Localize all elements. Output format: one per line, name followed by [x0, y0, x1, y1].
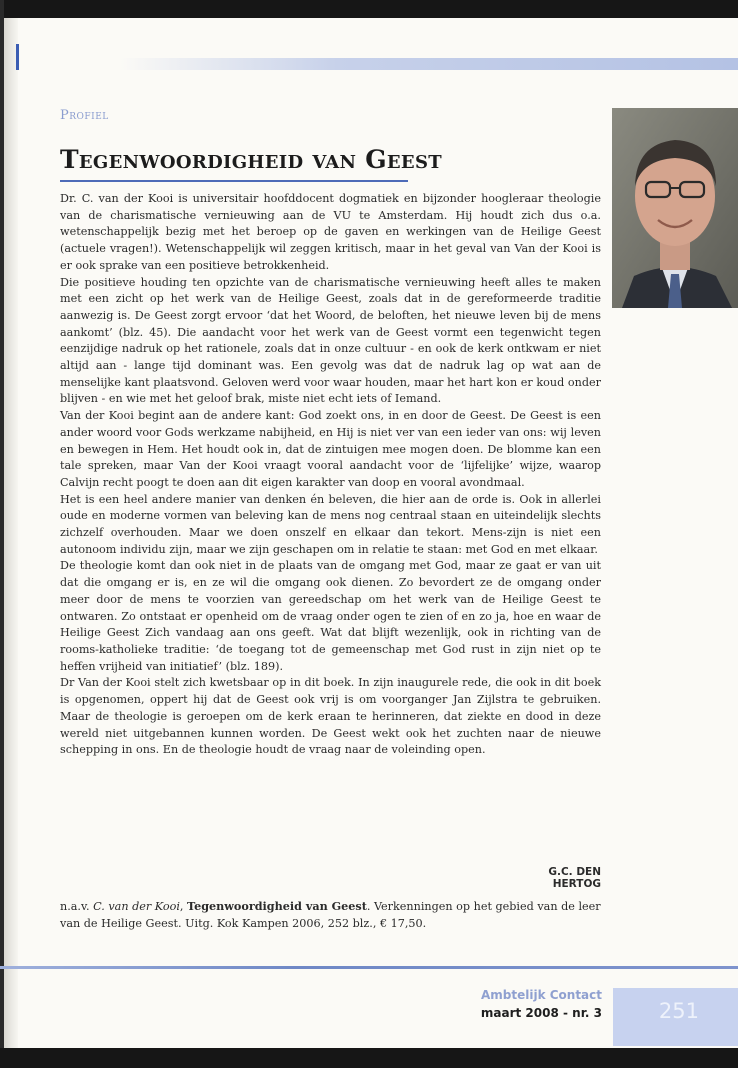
- portrait-icon: [612, 108, 738, 308]
- reference-book-author: C. van der Kooi: [93, 900, 180, 913]
- article-title: Tegenwoordigheid van Geest: [60, 145, 442, 174]
- reference-prefix: n.a.v.: [60, 900, 94, 913]
- page-number: 251: [658, 999, 699, 1023]
- scan-border-bottom: [0, 1048, 738, 1068]
- page-spine-shadow: [4, 18, 18, 1048]
- paragraph: Dr Van der Kooi stelt zich kwetsbaar op in dit boek. In zijn inaugurele rede, die ook in dit boek is opgenomen, oppert hij dat de Geest ook vrij is om voorganger Jan Zijlstra te gebruiken. Maar de theologie is geroepen om de kerk eraan te herinneren, dat ziekte en dood in deze wereld niet uitgebannen kunnen worden. De Geest wekt ook het zuchten naar de nieuwe schepping in ons. En de theologie houdt de vraag naar de voleinding open.: [60, 676, 601, 757]
- paragraph: Dr. C. van der Kooi is universitair hoofddocent dogmatiek en bijzonder hoogleraar theologie van de charismatische vernieuwing aan de VU te Amsterdam. Hij houdt zich dus o.a. wetenschappelijk bezig met het beroep op de gaven en werkingen van de Heilige Geest (actuele vragen!). Wetenschappelijk wil zeggen kritisch, maar in het geval van Van der Kooi is er ook sprake van een positieve betrokkenheid.: [60, 192, 601, 272]
- author-portrait-photo: [612, 108, 738, 308]
- journal-name: Ambtelijk Contact: [480, 988, 602, 1002]
- paragraph: Het is een heel andere manier van denken én beleven, die hier aan de orde is. Ook in allerlei oude en moderne vormen van beleving kan de mens nog centraal staan en uiteindelijk slechts zichzelf overhouden. Maar we doen onszelf en elkaar dan tekort. Mens-zijn is niet een autonoom individu zijn, maar we zijn geschapen om in relatie te staan: met God en met elkaar.: [60, 492, 601, 556]
- reference-details: . Verkenningen op het gebied van de leer van de Heilige Geest. Uitg. Kok Kampen 2006, 252 blz., € 17,50.: [60, 900, 601, 930]
- issue-label: maart 2008 - nr. 3: [480, 1006, 602, 1020]
- title-underline: [60, 180, 408, 182]
- paragraph: De theologie komt dan ook niet in de plaats van de omgang met God, maar ze gaat er van uit dat die omgang er is, en ze wil die omgang ook dienen. Zo bevordert ze de omgang onder meer door de mens te voorzien van gereedschap om het werk van de Heilige Geest te ontwaren. Zo ontstaat er openheid om de vraag onder ogen te zien of en zo ja, hoe en waar de Heilige Geest Zich vandaag aan ons geeft. Wat dat blijft wezenlijk, ook in richting van de rooms-katholieke traditie: ‘de toegang tot de gemeenschap met God rust in zijn niet op te heffen vrijheid van initiatief’ (blz. 189).: [60, 559, 601, 673]
- paragraph: Van der Kooi begint aan de andere kant: God zoekt ons, in en door de Geest. De Geest is een ander woord voor Gods werkzame nabijheid, en Hij is niet ver van een ieder van ons: wij leven en bewegen in Hem. Het houdt ook in, dat de zintuigen mee mogen doen. De blomme kan een tale spreken, maar Van der Kooi vraagt vooral aandacht voor de ‘lijfelijke’ wijze, waarop Calvijn recht poogt te doen aan dit eigen karakter van doop en vooral avondmaal.: [60, 409, 601, 489]
- reference-book-title: Tegenwoordigheid van Geest: [187, 899, 367, 913]
- author-signature: G.C. DEN HERTOG: [548, 866, 601, 890]
- scan-border-top: [0, 0, 738, 18]
- section-label: Profiel: [60, 108, 109, 123]
- spine-blue-mark: [16, 44, 19, 70]
- header-stripe: [120, 58, 738, 70]
- reference-separator: ,: [179, 900, 188, 913]
- footer-rule: [0, 966, 738, 969]
- book-reference: [60, 898, 601, 932]
- paragraph: Die positieve houding ten opzichte van de charismatische vernieuwing heeft alles te maken met een zicht op het werk van de Heilige Geest, zoals dat in de gereformeerde traditie aanwezig is. De Geest zorgt ervoor ‘dat het Woord, de beloften, het nieuwe leven bij de mens aankomt’ (blz. 45). Die aandacht voor het werk van de Geest vormt een tegenwicht tegen eenzijdige nadruk op het rationele, zoals dat in onze cultuur - en ook de kerk ontkwam er niet altijd aan - lange tijd dominant was. Een gevolg was dat de nadruk lag op wat aan de menselijke kant plaatsvond. Geloven werd voor waar houden, maar het hart kon er koud onder blijven - en wie met het geloof brak, miste niet echt iets of Iemand.: [60, 275, 601, 406]
- article-body: [60, 191, 601, 759]
